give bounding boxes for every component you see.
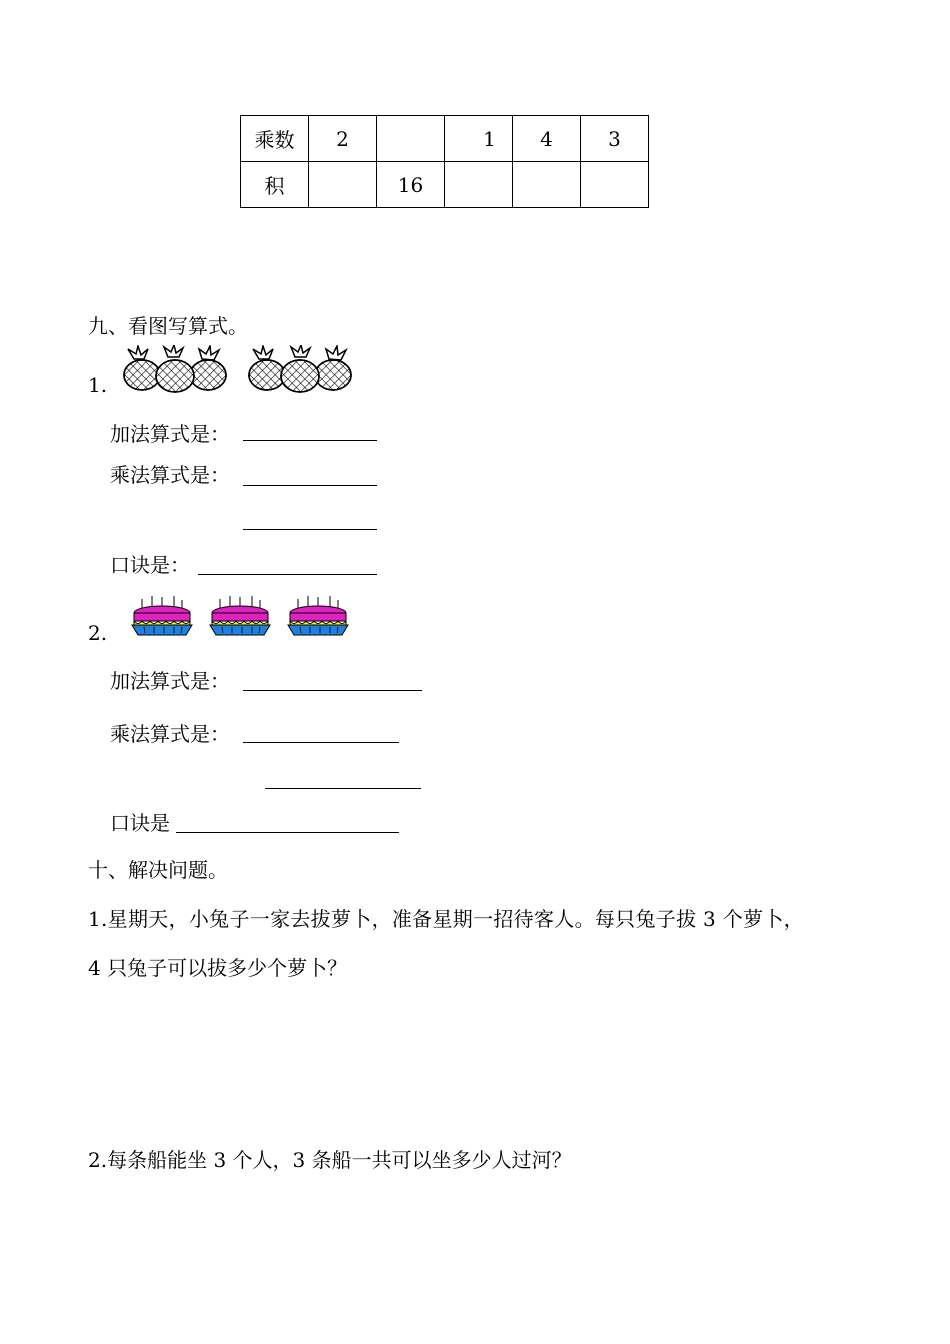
addition-label: 加法算式是：: [110, 422, 230, 446]
answer-blank[interactable]: [243, 440, 377, 441]
pineapple-icon: [120, 345, 230, 393]
rhyme-label: 口诀是：: [110, 553, 190, 577]
multiplication-label: 乘法算式是：: [110, 722, 230, 746]
rhyme-label: 口诀是: [110, 811, 170, 835]
answer-blank[interactable]: [243, 485, 377, 486]
question-number: 2.: [88, 621, 108, 645]
table-cell: 4: [513, 116, 581, 162]
cake-icon: [130, 594, 360, 640]
row-label: 积: [241, 162, 309, 208]
answer-blank[interactable]: [176, 832, 399, 833]
answer-blank[interactable]: [198, 574, 377, 575]
addition-label: 加法算式是：: [110, 669, 230, 693]
pineapple-icon: [245, 345, 355, 393]
problem-text: 1.星期天，小兔子一家去拔萝卜，准备星期一招待客人。每只兔子拔 3 个萝卜，: [88, 907, 804, 931]
table-cell: [513, 162, 581, 208]
question-number: 1.: [88, 373, 108, 397]
table-cell: 2: [309, 116, 377, 162]
problem-text: 4 只兔子可以拔多少个萝卜？: [88, 956, 348, 980]
section-title: 九、看图写算式。: [88, 314, 248, 338]
multiplication-table: [240, 115, 649, 208]
answer-blank[interactable]: [243, 690, 422, 691]
table-cell: 16: [377, 162, 445, 208]
answer-blank[interactable]: [243, 742, 399, 743]
row-label: 乘数: [241, 116, 309, 162]
table-cell: [581, 162, 649, 208]
table-row: [241, 116, 649, 162]
table-row: [241, 162, 649, 208]
answer-blank[interactable]: [265, 788, 421, 789]
answer-blank[interactable]: [243, 529, 377, 530]
section-title: 十、解决问题。: [88, 858, 228, 882]
table-cell: [377, 116, 445, 162]
table-cell: [445, 162, 513, 208]
table-cell: 1: [445, 116, 513, 162]
table-cell: 3: [581, 116, 649, 162]
table-cell: [309, 162, 377, 208]
multiplication-label: 乘法算式是：: [110, 463, 230, 487]
problem-text: 2.每条船能坐 3 个人，3 条船一共可以坐多少人过河？: [88, 1148, 572, 1172]
